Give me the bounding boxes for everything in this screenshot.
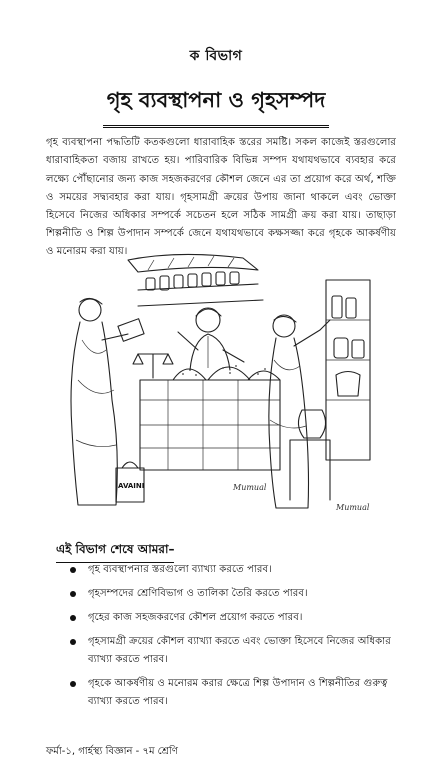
bullet-icon <box>70 639 76 645</box>
learning-objective-text: গৃহের কাজ সহজকরণের কৌশল প্রয়োগ করতে পারব। <box>88 612 303 623</box>
bullet-icon <box>70 567 76 573</box>
bullet-icon <box>70 591 76 597</box>
learning-objectives-list <box>62 561 402 717</box>
jar-row <box>146 272 239 290</box>
learning-objective-item <box>62 633 402 669</box>
learning-objective-item <box>62 609 402 627</box>
learning-objective-item <box>62 561 402 579</box>
storing-woman-figure <box>269 315 330 508</box>
bag-label: AVAINI <box>118 482 145 490</box>
learning-objective-item <box>62 675 402 711</box>
learning-objective-text: গৃহসামগ্রী ক্রয়ের কৌশল ব্যাখ্যা করতে এবং ভোক্তা হিসেবে নিজের অধিকার ব্যাখ্যা করতে পারব। <box>88 636 391 665</box>
learning-objective-text: গৃহ ব্যবস্থাপনার স্তরগুলো ব্যাখ্যা করতে পারব। <box>88 564 272 575</box>
page-title: গৃহ ব্যবস্থাপনা ও গৃহসম্পদ <box>103 84 330 128</box>
section-label: ক বিভাগ <box>189 48 243 64</box>
learning-objective-item <box>62 585 402 603</box>
title-container <box>0 84 432 128</box>
bullet-icon <box>70 681 76 687</box>
storage-scene <box>269 280 370 512</box>
bullet-icon <box>70 615 76 621</box>
learning-objectives-heading: এই বিভাগ শেষে আমরা– <box>56 541 174 563</box>
learning-objective-text: গৃহসম্পদের শ্রেণিবিভাগ ও তালিকা তৈরি করতে পারব। <box>88 588 308 599</box>
learning-objective-text: গৃহকে আকর্ষণীয় ও মনোরম করার ক্ষেত্রে শিল্প উপাদান ও শিল্পনীতির গুরুত্ব ব্যাখ্যা করতে পারব। <box>88 678 388 707</box>
shop-counter <box>140 380 280 470</box>
shop-scene <box>71 254 280 505</box>
page-footer: ফর্মা-১, গার্হস্থ্য বিজ্ঞান - ৭ম শ্রেণি <box>46 746 178 757</box>
intro-paragraph: গৃহ ব্যবস্থাপনা পদ্ধতিটি কতকগুলো ধারাবাহিক স্তরের সমষ্টি। সকল কাজেই স্তরগুলোর ধারাবাহিকতা বজায় রাখতে হয়। পারিবারিক বিভিন্ন সম্পদ যথাযথভাবে ব্যবহার করে লক্ষ্যে পৌঁছানোর জন্য কাজ সহজকরণের কৌশল জেনে এর তা প্রয়োগ করে অর্থ, শক্তি ও সময়ের সদ্ব্যবহার করা যায়। গৃহসামগ্রী ক্রয়ের উপায় জানা থাকলে এবং ভোক্তা হিসেবে নিজের অধিকার সম্পর্কে সচেতন হলে সঠিক সামগ্রী ক্রয় করা যায়। তাছাড়া শিল্পনীতি ও শিল্প উপাদান সম্পর্কে জেনে যথাযথভাবে কক্ষসজ্জা করে গৃহকে আকর্ষণীয় ও মনোরম করা যায়। <box>46 137 396 258</box>
artist-signature-left: Mumual <box>233 483 267 492</box>
grain-piles <box>173 365 280 380</box>
artist-signature-right: Mumual <box>336 503 370 512</box>
shopping-and-storage-illustration <box>58 250 378 520</box>
shopping-bag <box>116 462 144 502</box>
customer-woman-figure <box>71 298 144 505</box>
weighing-scale <box>133 354 173 378</box>
shopkeeper-figure <box>178 308 244 370</box>
